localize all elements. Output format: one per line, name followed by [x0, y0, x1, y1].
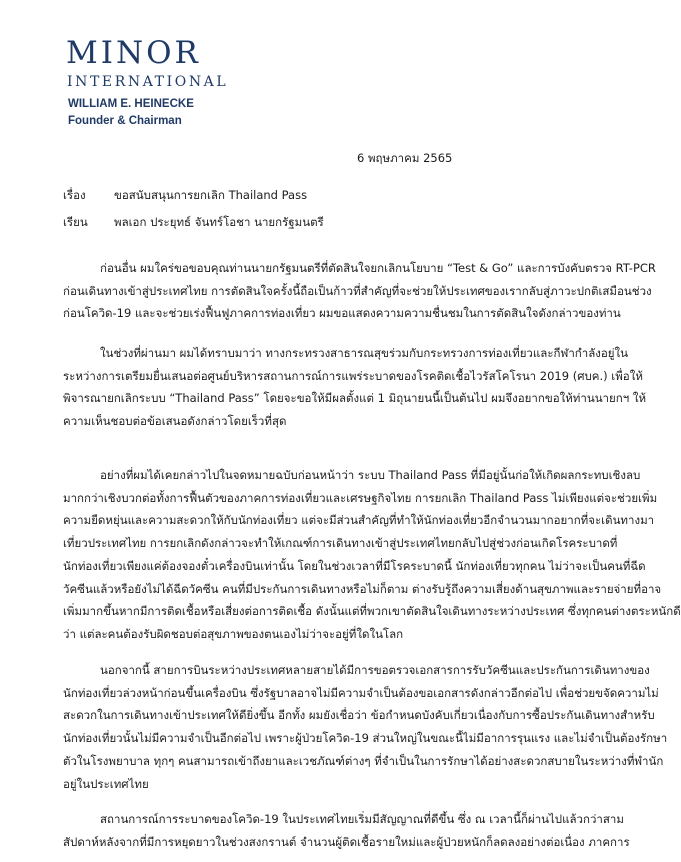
paragraph-line: ในช่วงที่ผ่านมา ผมได้ทราบมาว่า ทางกระทรวงสาธารณสุขร่วมกับกระทรวงการท่องเที่ยวและกีฬากำลังอยู่ใน — [100, 346, 629, 360]
paragraph-line: อย่างที่ผมได้เคยกล่าวไปในจดหมายฉบับก่อนหน้าว่า ระบบ Thailand Pass ที่มีอยู่นั้นก่อให้เกิดผลกระทบเชิงลบ — [100, 468, 641, 482]
paragraph-4 — [63, 659, 668, 795]
sender-name: WILLIAM E. HEINECKE — [68, 98, 194, 110]
paragraph-3 — [63, 464, 681, 646]
subject-line — [63, 190, 307, 202]
company-logo: MINOR — [66, 35, 201, 71]
paragraph-1 — [63, 257, 656, 325]
recipient-line — [63, 217, 324, 229]
paragraph-line: ก่อนเดินทางเข้าสู่ประเทศไทย การตัดสินใจครั้งนี้ถือเป็นก้าวที่สำคัญที่จะช่วยให้ประเทศของเรากลับสู่ภาวะปกติเสมือนช่วง — [63, 283, 652, 298]
paragraph-line: อยู่ในประเทศไทย — [63, 776, 149, 791]
paragraph-line: วัคซีนแล้วหรือยังไม่ได้ฉีดวัคซีน คนที่มีประกันการเดินทางหรือไม่ก็ตาม ต่างรับรู้ถึงความเสี่ยงด้านสุขภาพและรายจ่ายที่อาจ — [63, 581, 662, 596]
paragraph-line: สะดวกในการเดินทางเข้าประเทศให้ดียิ่งขึ้น อีกทั้ง ผมยังเชื่อว่า ข้อกำหนดบังคับเกี่ยวเนื่องกับการซื้อประกันเดินทางสำหรับ — [63, 708, 655, 723]
paragraph-line: เที่ยวประเทศไทย การยกเลิกดังกล่าวจะทำให้เกณฑ์การเดินทางเข้าสู่ประเทศไทยกลับไปสู่ช่วงก่อนเกิดโรคระบาดที่ — [63, 536, 618, 551]
paragraph-line: ระหว่างการเตรียมยื่นเสนอต่อศูนย์บริหารสถานการณ์การแพร่ระบาดของโรคติดเชื้อไวรัสโคโรนา 2019 (ศบค.) เพื่อให้ — [63, 368, 643, 383]
sender-title: Founder & Chairman — [68, 115, 182, 127]
paragraph-line: สัปดาห์หลังจากที่มีการหยุดยาวในช่วงสงกรานต์ จำนวนผู้ติดเชื้อรายใหม่และผู้ป่วยหนักก็ลดลงอย่างต่อเนื่อง ภาคการ — [63, 834, 630, 849]
letter-date: 6 พฤษภาคม 2565 — [357, 151, 453, 165]
paragraph-line: นักท่องเที่ยวเพียงแค่ต้องจองตั๋วเครื่องบินเท่านั้น โดยในช่วงเวลาที่มีโรคระบาดนี้ นักท่องเที่ยวทุกคน ไม่ว่าจะเป็นคนที่ฉีด — [63, 558, 646, 573]
paragraph-line: มากกว่าเชิงบวกต่อทั้งการฟื้นตัวของภาคการท่องเที่ยวและเศรษฐกิจไทย การยกเลิก Thailand Pass ไม่เพียงแต่จะช่วยเพิ่ม — [63, 490, 658, 505]
paragraph-line: ก่อนอื่น ผมใคร่ขอขอบคุณท่านนายกรัฐมนตรีที่ตัดสินใจยกเลิกนโยบาย “Test & Go” และการบังคับตรวจ RT-PCR — [100, 261, 656, 275]
paragraph-line: ว่า แต่ละคนต้องรับผิดชอบต่อสุขภาพของตนเองไม่ว่าจะอยู่ที่ใดในโลก — [63, 626, 404, 641]
subject-label: เรื่อง — [63, 188, 86, 202]
paragraph-line: ความเห็นชอบต่อข้อเสนอดังกล่าวโดยเร็วที่สุด — [63, 414, 287, 429]
recipient-label: เรียน — [63, 215, 88, 229]
paragraph-line: ความยืดหยุ่นและความสะดวกให้กับนักท่องเที่ยว แต่จะมีส่วนสำคัญที่ทำให้นักท่องเที่ยวอีกจำนวนมากอยากที่จะเดินทางมา — [63, 513, 655, 528]
paragraph-line: ก่อนโควิด-19 และจะช่วยเร่งฟื้นฟูภาคการท่องเที่ยว ผมขอแสดงความความชื่นชมในการตัดสินใจดังกล่าวของท่าน — [63, 306, 621, 321]
subject-value: ขอสนับสนุนการยกเลิก Thailand Pass — [114, 188, 308, 202]
paragraph-line: ตัวในโรงพยาบาล ทุกๆ คนสามารถเข้าถึงยาและเวชภัณฑ์ต่างๆ ที่จำเป็นในการรักษาได้อย่างสะดวกสบายในระหว่างที่พำนัก — [63, 753, 664, 768]
paragraph-2 — [63, 342, 647, 433]
paragraph-5 — [63, 808, 630, 853]
paragraph-line: นักท่องเที่ยวล่วงหน้าก่อนขึ้นเครื่องบิน ซึ่งรัฐบาลอาจไม่มีความจำเป็นต้องขอเอกสารดังกล่าวอีกต่อไป เพื่อช่วยขจัดความไม่ — [63, 685, 659, 700]
paragraph-line: พิจารณายกเลิกระบบ “Thailand Pass” โดยจะขอให้มีผลตั้งแต่ 1 มิถุนายนนี้เป็นต้นไป ผมจึงอยากขอให้ท่านนายกฯ ให้ — [63, 391, 647, 406]
paragraph-line: สถานการณ์การระบาดของโควิด-19 ในประเทศไทยเริ่มมีสัญญาณที่ดีขึ้น ซึ่ง ณ เวลานี้ก็ผ่านไปแล้วกว่าสาม — [100, 812, 624, 826]
paragraph-line: นักท่องเที่ยวนั้นไม่มีความจำเป็นอีกต่อไป เพราะผู้ป่วยโควิด-19 ส่วนใหญ่ในขณะนี้ไม่มีอาการรุนแรง และไม่จำเป็นต้องรักษา — [63, 731, 668, 746]
recipient-value: พลเอก ประยุทธ์ จันทร์โอชา นายกรัฐมนตรี — [114, 215, 324, 229]
company-logo-subtitle: INTERNATIONAL — [67, 74, 229, 90]
paragraph-line: เพิ่มมากขึ้นหากมีการติดเชื้อหรือเสี่ยงต่อการติดเชื้อ ดังนั้นแต่ที่พวกเขาตัดสินใจเดินทางระหว่างประเทศ ซึ่งทุกคนต่างตระหนักดี — [63, 604, 681, 619]
paragraph-line: นอกจากนี้ สายการบินระหว่างประเทศหลายสายได้มีการขอตรวจเอกสารการรับวัคซีนและประกันการเดินทางของ — [100, 663, 650, 677]
